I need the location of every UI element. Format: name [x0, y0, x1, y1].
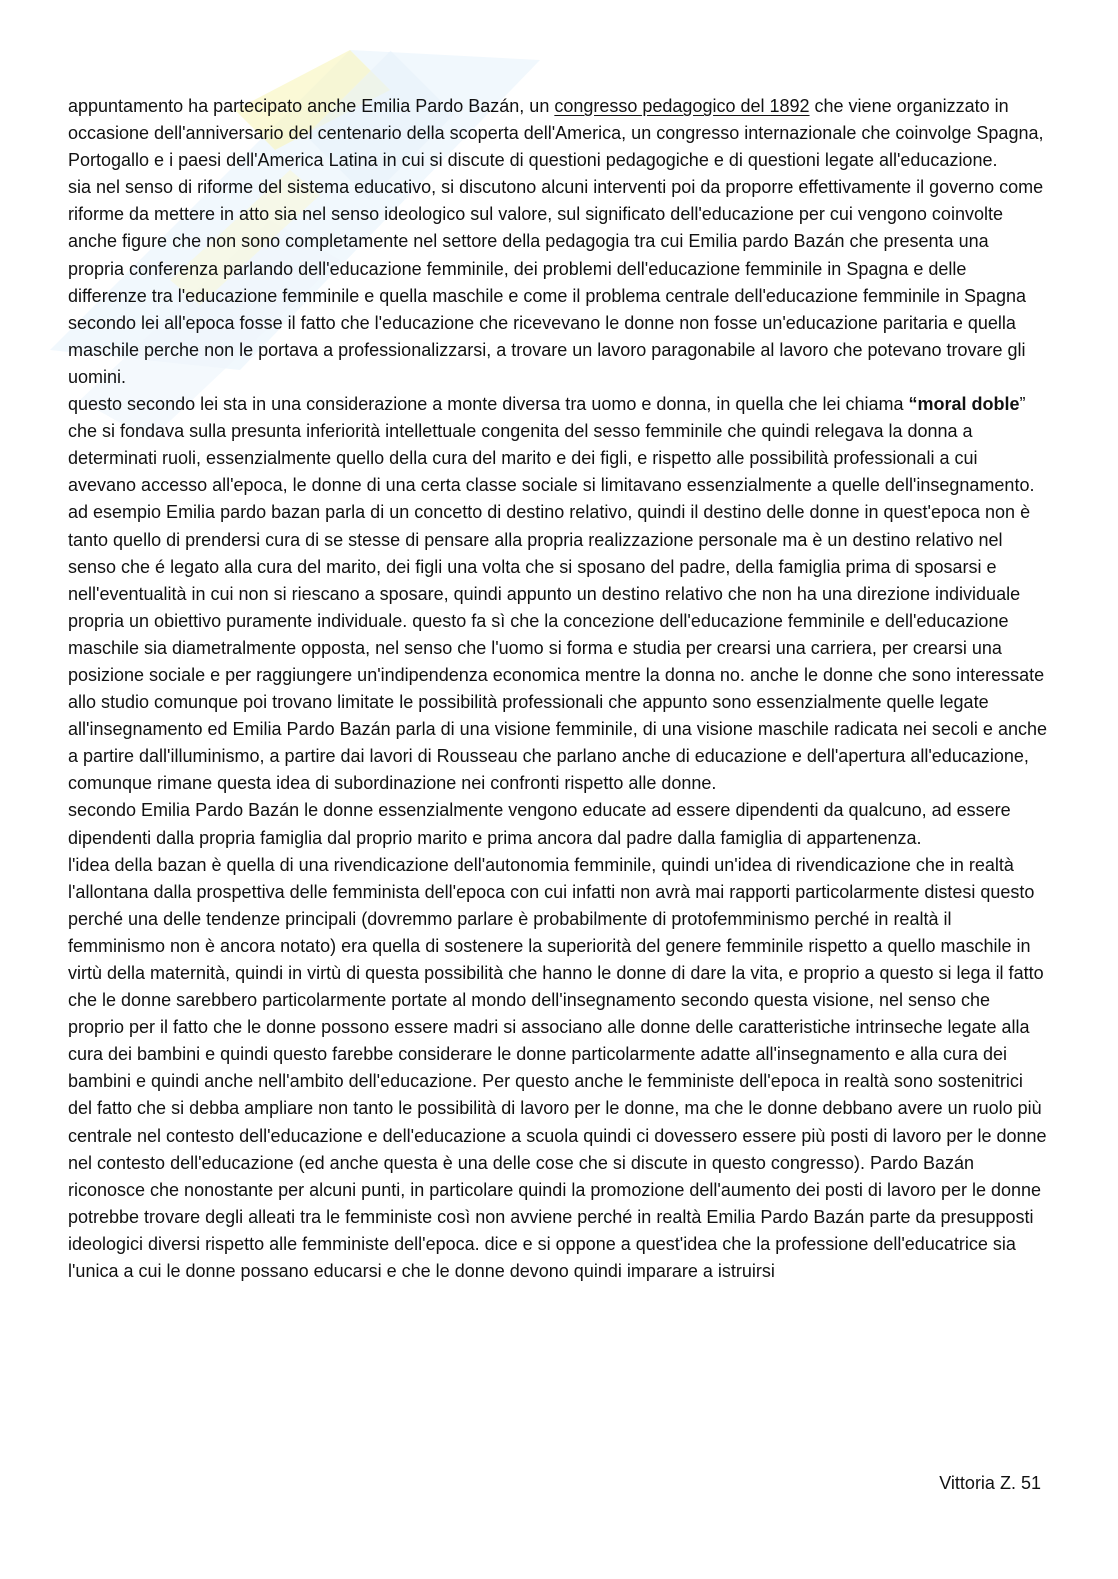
text-segment: secondo Emilia Pardo Bazán le donne essenzialmente vengono educate ad essere dipendenti da qualcuno, ad essere dipendenti dalla propria famiglia dal proprio marito e prima ancora dal padre dalla famiglia di appartenenza.: [68, 800, 1011, 848]
paragraph: [68, 93, 1048, 174]
underlined-phrase: congresso pedagogico del 1892: [554, 96, 810, 116]
paragraph: [68, 391, 1048, 499]
footer-page-number: 51: [1020, 1473, 1041, 1493]
text-segment: l'idea della bazan è quella di una rivendicazione dell'autonomia femminile, quindi un'idea di rivendicazione che in realtà l'allontana dalla prospettiva delle femminista dell'epoca con cui infatti non avrà mai rapporti particolarmente distesi questo perché una delle tendenze principali (dovremmo parlare è probabilmente di protofemminismo perché in realtà il femminismo non è ancora notato) era quella di sostenere la superiorità del genere femminile rispetto a quello maschile in virtù della maternità, quindi in virtù di questa possibilità che hanno le donne di dare la vita, e proprio a questo si lega il fatto che le donne sarebbero particolarmente portate al mondo dell'insegnamento secondo questa visione, nel senso che proprio per il fatto che le donne possono essere madri si associano alle donne delle caratteristiche intrinseche legate alla cura dei bambini e quindi questo farebbe considerare le donne particolarmente adatte all'insegnamento e alla cura dei bambini e quindi anche nell'ambito dell'educazione. Per questo anche le femministe dell'epoca in realtà sono sostenitrici del fatto che si debba ampliare non tanto le possibilità di lavoro per le donne, ma che le donne debbano avere un ruolo più centrale nel contesto dell'educazione e dell'educazione a scuola quindi ci dovessero essere più posti di lavoro per le donne nel contesto dell'educazione (ed anche questa è una delle cose che si discute in questo congresso). Pardo Bazán riconosce che nonostante per alcuni punti, in particolare quindi la promozione dell'aumento dei posti di lavoro per le donne potrebbe trovare degli alleati tra le femministe così non avviene perché in realtà Emilia Pardo Bazán parte da presupposti ideologici diversi rispetto alle femministe dell'epoca. dice e si oppone a quest'idea che la professione dell'educatrice sia l'unica a cui le donne possano educarsi e che le donne devono quindi imparare a istruirsi: [68, 854, 1047, 1282]
document-body: [68, 93, 1048, 1285]
text-segment: che viene organizzato in occasione dell'anniversario del centenario della scoperta dell'America, un congresso internazionale che coinvolge Spagna, Portogallo e i paesi dell'America Latina in cui si discute di questioni pedagogiche e di questioni legate all'educazione.: [68, 96, 1044, 171]
footer-author: Vittoria Z.: [939, 1473, 1016, 1493]
text-segment: sia nel senso di riforme del sistema educativo, si discutono alcuni interventi poi da proporre effettivamente il governo come riforme da mettere in atto sia nel senso ideologico sul valore, sul significato dell'educazione per cui vengono coinvolte anche figure che non sono completamente nel settore della pedagogia tra cui Emilia pardo Bazán che presenta una propria conferenza parlando dell'educazione femminile, dei problemi dell'educazione femminile in Spagna e delle differenze tra l'educazione femminile e quella maschile e come il problema centrale dell'educazione femminile in Spagna secondo lei all'epoca fosse il fatto che l'educazione che ricevevano le donne non fosse un'educazione paritaria e quella maschile perche non le portava a professionalizzarsi, a trovare un lavoro paragonabile al lavoro che potevano trovare gli uomini.: [68, 177, 1044, 387]
bold-term: “moral doble: [908, 394, 1020, 415]
text-segment: ” che si fondava sulla presunta inferiorità intellettuale congenita del sesso femminile che quindi relegava la donna a determinati ruoli, essenzialmente quello della cura del marito e dei figli, e rispetto alle possibilità professionali a cui avevano accesso all'epoca, le donne di una certa classe sociale si limitavano essenzialmente a quelle dell'insegnamento.: [68, 394, 1035, 496]
page-footer: [939, 1473, 1041, 1494]
paragraph: [68, 852, 1048, 1286]
paragraph: [68, 174, 1048, 391]
text-segment: appuntamento ha partecipato anche Emilia Pardo Bazán, un: [68, 96, 555, 116]
paragraph: [68, 797, 1048, 851]
text-segment: questo secondo lei sta in una considerazione a monte diversa tra uomo e donna, in quella che lei chiama: [68, 394, 909, 415]
paragraph: [68, 499, 1048, 797]
text-segment: ad esempio Emilia pardo bazan parla di un concetto di destino relativo, quindi il destino delle donne in quest'epoca non è tanto quello di prendersi cura di se stesse di pensare alla propria realizzazione personale ma è un destino relativo nel senso che é legato alla cura del marito, dei figli una volta che si sposano del padre, della famiglia prima di sposarsi e nell'eventualità in cui non si riescano a sposare, quindi appunto un destino relativo che non ha una direzione individuale propria un obiettivo puramente individuale. questo fa sì che la concezione dell'educazione femminile e dell'educazione maschile sia diametralmente opposta, nel senso che l'uomo si forma e studia per crearsi una carriera, per crearsi una posizione sociale e per raggiungere un'indipendenza economica mentre la donna no. anche le donne che sono interessate allo studio comunque poi trovano limitate le possibilità professionali che appunto sono essenzialmente quelle legate all'insegnamento ed Emilia Pardo Bazán parla di una visione femminile, di una visione maschile radicata nei secoli e anche a partire dall'illuminismo, a partire dai lavori di Rousseau che parlano anche di educazione e dell'apertura all'educazione, comunque rimane questa idea di subordinazione nei confronti rispetto alle donne.: [68, 502, 1047, 794]
